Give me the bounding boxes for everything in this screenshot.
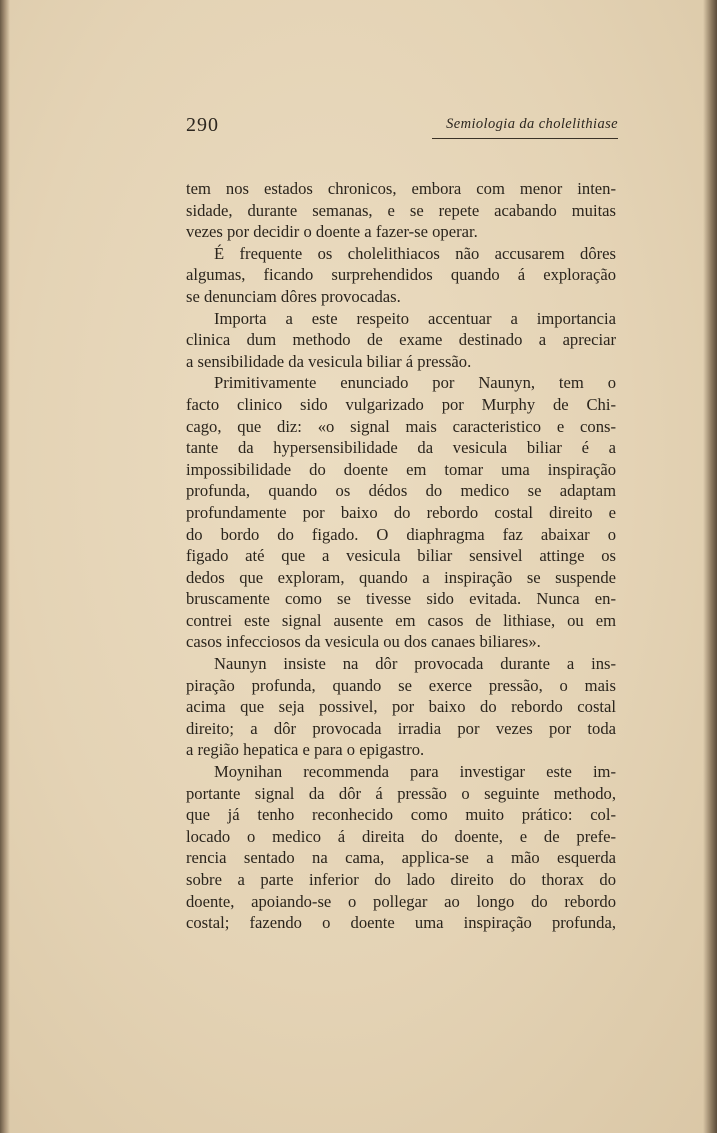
text-line: cago, que diz: «o signal mais caracteristico e cons- bbox=[186, 416, 616, 436]
page-header bbox=[186, 112, 618, 142]
text-line: piração profunda, quando se exerce pressão, o mais bbox=[186, 675, 616, 695]
text-line: Importa a este respeito accentuar a importancia bbox=[214, 308, 616, 328]
text-line: se denunciam dôres provocadas. bbox=[186, 286, 401, 306]
text-line: Moynihan recommenda para investigar este im- bbox=[214, 762, 616, 782]
text-line: figado até que a vesicula biliar sensivel attinge os bbox=[186, 546, 616, 566]
text-line: profundamente por baixo do rebordo costal direito e bbox=[186, 502, 616, 522]
text-line: Primitivamente enunciado por Naunyn, tem o bbox=[214, 373, 616, 393]
text-line: sobre a parte inferior do lado direito do thorax do bbox=[186, 870, 616, 889]
text-line: casos infecciosos da vesicula ou dos canaes biliares». bbox=[186, 632, 541, 652]
text-line: do bordo do figado. O diaphragma faz abaixar o bbox=[186, 524, 616, 544]
text-line: vezes por decidir o doente a fazer-se operar. bbox=[186, 222, 478, 242]
text-line: doente, apoiando-se o pollegar ao longo do rebordo bbox=[186, 891, 616, 911]
text-line: É frequente os cholelithiacos não accusarem dôres bbox=[214, 243, 616, 263]
page-number: 290 bbox=[186, 114, 219, 136]
text-line: clinica dum methodo de exame destinado a apreciar bbox=[186, 330, 616, 350]
text-line: a sensibilidade da vesicula biliar á pressão. bbox=[186, 351, 472, 371]
text-line: profunda, quando os dédos do medico se adaptam bbox=[186, 481, 616, 501]
running-title: Semiologia da cholelithiase bbox=[446, 116, 618, 132]
text-line: facto clinico sido vulgarizado por Murphy de Chi- bbox=[186, 394, 616, 414]
text-line: Naunyn insiste na dôr provocada durante a ins- bbox=[214, 654, 616, 674]
text-line: dedos que exploram, quando a inspiração se suspende bbox=[186, 567, 616, 587]
text-line: que já tenho reconhecido como muito prático: col- bbox=[186, 805, 616, 825]
text-line: bruscamente como se tivesse sido evitada. Nunca en- bbox=[186, 589, 616, 609]
text-line: algumas, ficando surprehendidos quando á exploração bbox=[186, 265, 616, 285]
text-line: acima que seja possivel, por baixo do rebordo costal bbox=[186, 697, 616, 717]
text-line: sidade, durante semanas, e se repete acabando muitas bbox=[186, 200, 616, 220]
text-line: contrei este signal ausente em casos de lithiase, ou em bbox=[186, 610, 616, 630]
text-line: impossibilidade do doente em tomar uma inspiração bbox=[186, 459, 616, 479]
text-line: tante da hypersensibilidade da vesicula biliar é a bbox=[186, 438, 616, 458]
body-text bbox=[186, 178, 616, 934]
text-line: portante signal da dôr á pressão o seguinte methodo, bbox=[186, 783, 616, 803]
header-rule bbox=[432, 138, 618, 139]
page-left-edge-shadow bbox=[0, 0, 10, 1133]
text-line: a região hepatica e para o epigastro. bbox=[186, 740, 425, 760]
text-line: costal; fazendo o doente uma inspiração profunda, bbox=[186, 913, 616, 933]
text-line: tem nos estados chronicos, embora com menor inten- bbox=[186, 179, 616, 198]
text-line: rencia sentado na cama, applica-se a mão esquerda bbox=[186, 848, 616, 868]
page-right-edge-shadow bbox=[703, 0, 717, 1133]
text-line: locado o medico á direita do doente, e de prefe- bbox=[186, 826, 616, 846]
text-line: direito; a dôr provocada irradia por vezes por toda bbox=[186, 718, 616, 738]
